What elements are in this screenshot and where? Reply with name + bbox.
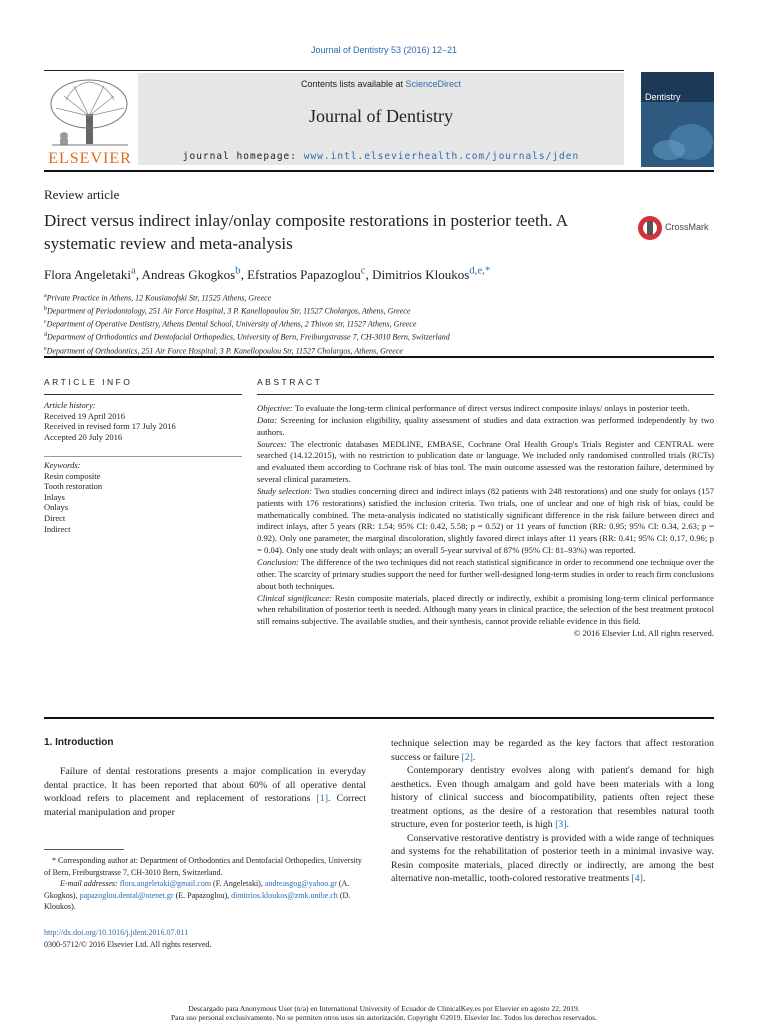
journal-reference-link[interactable]: Journal of Dentistry 53 (2016) 12–21: [310, 45, 458, 55]
intro-right-column: [391, 737, 714, 886]
contents-line: Contents lists available at ScienceDirect: [300, 79, 462, 89]
keywords-rule: [44, 456, 242, 457]
elsevier-wordmark: ELSEVIER: [48, 150, 132, 167]
author: Efstratios Papazoglou$^c$,: [247, 265, 373, 283]
affiliations: [44, 291, 714, 357]
author: Dimitrios Kloukos$^{d,e,*}$: [372, 265, 491, 283]
abstract-heading: ABSTRACT: [257, 377, 323, 387]
affiliations-rule: [44, 356, 714, 358]
abstract-paragraph: Objective: To evaluate the long-term clinical performance of direct versus indirect composite inlays/ onlays in posterior teeth.: [257, 403, 690, 413]
author: Andreas Gkogkos$^b$,: [141, 265, 248, 283]
keyword: Onlays: [44, 502, 69, 513]
affiliation: $^d$Department of Orthodontics and Dentofacial Orthopedics, University of Bern, Freiburgstrasse 7, CH-3010 Bern, Switzerland: [44, 332, 450, 343]
citation-link[interactable]: [1]: [316, 793, 328, 804]
affiliation: $^a$Private Practice in Athens, 12 Kousianofski Str, 11525 Athens, Greece: [44, 293, 272, 303]
keyword: Tooth restoration: [44, 481, 103, 492]
intro-paragraph: Contemporary dentistry evolves along with patient's demand for high aesthetics. Even though amalgam and gold have been materials with a long history of clinical success and biocompatibility, patients often reject these treatment options, as the desire of a restoration that resembles natural tooth structure, even for posterior teeth, is high [3].: [391, 765, 714, 830]
citation-link[interactable]: [2]: [461, 751, 473, 763]
article-history: Article history: Received 19 April 2016 Received in revised form 17 July 2016 Accepted 20 July 2016: [44, 400, 176, 442]
abstract-paragraph: Clinical significance: Resin composite materials, placed directly or indirectly, exhibit a promising long-term clinical performance when rehabilitation of posterior teeth is needed. Although many years in clinical practice, the selection of the best treatment protocol still remains subjective. The available studies, and their synthesis, cannot provide reliable evidence in this field.: [257, 592, 714, 627]
doi-block: [44, 927, 211, 950]
keyword: Indirect: [44, 523, 71, 534]
sciencedirect-link[interactable]: ScienceDirect: [405, 79, 462, 89]
header-rule: [44, 170, 714, 172]
top-divider: [44, 70, 624, 71]
journal-cover-image[interactable]: [641, 72, 714, 167]
email-link[interactable]: dimitrios.kloukos@zmk.unibe.ch: [231, 890, 338, 900]
article-info-rule: [44, 394, 242, 395]
email-link[interactable]: papazoglou.dental@otenet.gr: [79, 890, 174, 900]
article-info-heading: ARTICLE INFO: [44, 377, 133, 387]
article-type: Review article: [44, 187, 120, 202]
section-heading-introduction: 1. Introduction: [44, 737, 114, 748]
email-link[interactable]: andreasgog@yahoo.gr: [264, 879, 337, 888]
email-link[interactable]: flora.angeletaki@gmail.com: [119, 879, 212, 888]
abstract-paragraph: Conclusion: The difference of the two techniques did not reach statistical significance in order to recommend one technique over the other. The scarcity of primary studies support the need for further well-designed long-term studies in order to reach firm conclusions about both techniques.: [257, 556, 714, 591]
author: Flora Angeletaki$^a$,: [44, 265, 142, 283]
abstract-paragraph: Data: Screening for inclusion eligibility, quality assessment of studies and data extraction was performed independently by two authors.: [257, 414, 714, 437]
abstract-end-rule: [44, 717, 714, 719]
intro-paragraph: technique selection may be regarded as the key factors that affect restoration success or failure [2].: [391, 738, 714, 763]
keyword: Inlays: [44, 491, 65, 502]
download-notice: Descargado para Anonymous User (n/a) en International University of Ecuador de ClinicalKey.es por Elsevier en agosto 22, 2019. Para uso personal exclusivamente. No se permiten otros usos sin autorización. Copyright ©2019. Elsevier Inc. Todos los derechos reservados.: [171, 1004, 597, 1022]
keyword: Resin composite: [44, 470, 101, 481]
citation-link[interactable]: [3]: [555, 819, 567, 830]
corresponding-author-footnote: * Corresponding author at: Department of Orthodontics and Dentofacial Orthopedics, University of Bern, Freiburgstrasse 7, CH-3010 Bern, Switzerland. E-mail addresses: flora.angeletaki@gmail.com (F. Angeletaki), andreasgog@yahoo.gr (A. Gkogkos), papazoglou.dental@otenet.gr (E. Papazoglou), dimitrios.kloukos@zmk.unibe.ch (D. Kloukos).: [44, 856, 362, 911]
journal-title: Journal of Dentistry: [309, 106, 453, 126]
intro-left-column: [44, 765, 366, 819]
intro-paragraph: Conservative restorative dentistry is provided with a wide range of techniques and systems for the rehabilitation of posterior teeth in a minimal invasive way. Resin composite materials, placed directly or indirectly, are among the best alternative non-metallic, tooth-colored restorative treatments [4].: [391, 832, 714, 884]
author-list: [44, 265, 714, 283]
journal-homepage-line: journal homepage: www.intl.elsevierhealth.com/journals/jden: [182, 151, 580, 162]
crossmark-label: CrossMark: [665, 222, 709, 232]
issn-copyright: 0300-5712/© 2016 Elsevier Ltd. All rights reserved.: [44, 939, 212, 949]
footnote-rule: [44, 849, 124, 850]
affiliation: $^c$Department of Operative Dentistry, Athens Dental School, University of Athens, 2 Thivon str, 11527 Athens, Greece: [44, 319, 417, 329]
abstract-paragraph: Study selection: Two studies concerning direct and indirect inlays (82 patients with 248 restorations) and one study for onlays (157 patients with 176 restorations) satisfied the inclusion criteria. Two trials, one of unclear and one of high risk of bias, could be mathematically combined. The meta-analysis indicated no statistically significant difference in the risk failure between direct and indirect inlays, after 5 years (RR: 1.54; 95% CI: 0.42, 5.58; p = 0.52) or 11 years of function (RR: 0.95; 95% CI: 0.34, 2.63; p = 0.92). Only one parameter, the marginal discoloration, slightly favored direct inlays after 11 years (RR: 0.41; 95% CI: 0.17, 0.96; p = 0.04). Only one study dealt with onlays; an overall 5-year survival of 87% (95% CI: 81–93%) was reported.: [257, 485, 714, 556]
crossmark-badge[interactable]: [638, 212, 718, 244]
article-title: Direct versus indirect inlay/onlay composite restorations in posterior teeth. A systematic review and meta-analysis: [44, 211, 568, 253]
abstract-body: [257, 403, 714, 640]
doi-link[interactable]: http://dx.doi.org/10.1016/j.jdent.2016.07.011: [44, 928, 189, 937]
intro-paragraph: Failure of dental restorations presents a major complication in everyday dental practice. It has been reported that about 60% of all operative dental workload refers to placement and replacement of restorations [1]. Correct material manipulation and proper: [44, 766, 366, 818]
citation-link[interactable]: [4]: [631, 873, 643, 884]
affiliation: $^e$Department of Orthodontics, 251 Air Force Hospital, 3 P. Kanellopoulou Str, 11527 Cholargos, Athens, Greece: [44, 345, 403, 356]
cover-title: Dentistry: [645, 92, 681, 102]
abstract-paragraph: Sources: The electronic databases MEDLINE, EMBASE, Cochrane Oral Health Group's Trials Register and CENTRAL were searched (14.12.2015), with no restriction to publication date or language. We included only randomised controlled trials (RCTs) and evaluated them according to Cochrane risk of bias tool. The main outcome assessed was the restoration failure, determined by several clinical parameters.: [257, 438, 714, 485]
keywords: Keywords: Resin composite Tooth restoration Inlays Onlays Direct Indirect: [44, 460, 242, 534]
crossmark-icon: [638, 213, 662, 243]
affiliation: $^b$Department of Periodontology, 251 Air Force Hospital, 3 P. Kanellopoulou Str, 11527 Cholargos, Athens, Greece: [44, 306, 411, 316]
abstract-rule: [257, 394, 714, 395]
keyword: Direct: [44, 512, 66, 523]
abstract-copyright: © 2016 Elsevier Ltd. All rights reserved.: [573, 628, 714, 639]
journal-homepage-link[interactable]: www.intl.elsevierhealth.com/journals/jden: [303, 151, 580, 162]
